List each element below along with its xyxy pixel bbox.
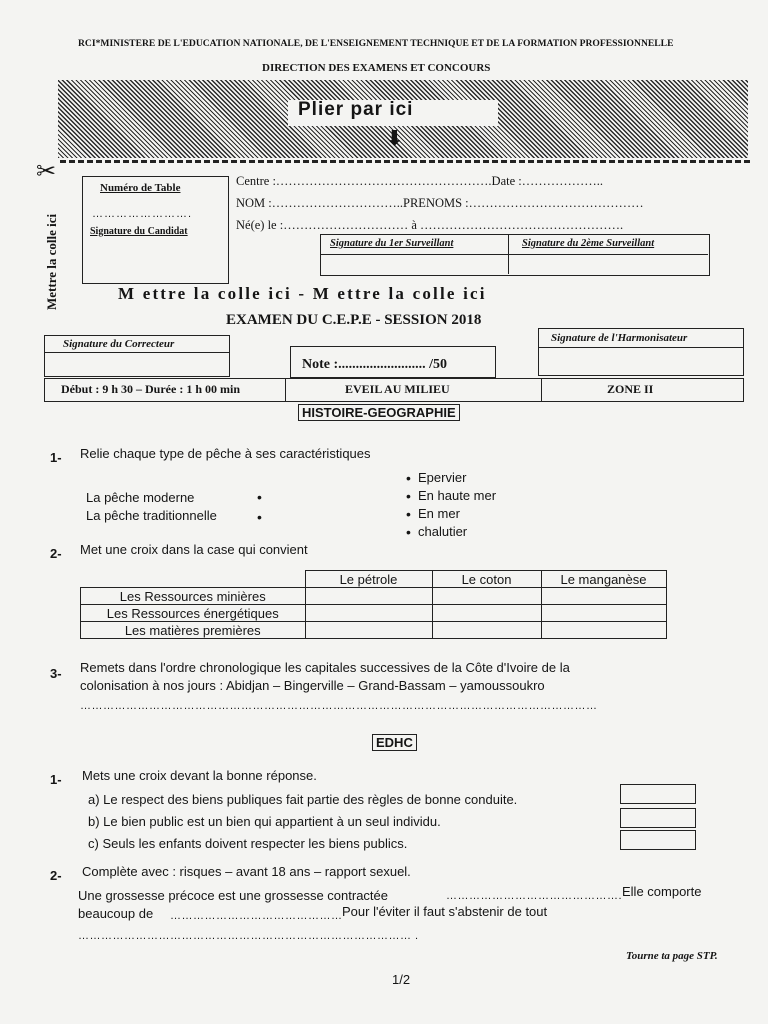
answer-cell[interactable]: [305, 588, 432, 605]
bullet-dot[interactable]: •: [406, 506, 411, 522]
page-number: 1/2: [392, 972, 411, 987]
ministry-header: RCI*MINISTERE DE L'EDUCATION NATIONALE, DE L'ENSEIGNEMENT TECHNIQUE ET DE LA FORMATION PROFESSIONNELLE: [78, 38, 674, 49]
answer-cell[interactable]: [541, 622, 666, 639]
correcteur-box: [44, 335, 230, 377]
birth-line[interactable]: Né(e) le :………………………… à ………………………………………….: [236, 218, 624, 232]
answer-cell[interactable]: [432, 622, 541, 639]
answer-cell[interactable]: [432, 588, 541, 605]
question-text: Met une croix dans la case qui convient: [80, 542, 308, 557]
answer-cell[interactable]: [305, 622, 432, 639]
surveillant1-label: Signature du 1er Surveillant: [330, 238, 454, 249]
fill-text: Elle comporte: [622, 884, 702, 899]
harmonisateur-box: [538, 328, 744, 376]
right-item: Epervier: [418, 470, 467, 485]
note-field: Note :......................... /50: [302, 357, 448, 372]
table-header: Le pétrole: [305, 571, 432, 588]
surveillant2-label: Signature du 2ème Surveillant: [522, 238, 655, 249]
answer-cell[interactable]: [305, 605, 432, 622]
exam-title: EXAMEN DU C.E.P.E - SESSION 2018: [226, 312, 482, 328]
answer-checkbox[interactable]: [620, 808, 696, 828]
centre-date-line[interactable]: Centre :…………………………………………….Date :………………..: [236, 174, 603, 188]
answer-cell[interactable]: [432, 605, 541, 622]
exam-info-bar: [44, 378, 744, 402]
nom-prenoms-line[interactable]: NOM :…………………………..PRENOMS :……………………………………: [236, 196, 644, 210]
bullet-dot[interactable]: •: [406, 470, 411, 486]
answer-cell[interactable]: [541, 605, 666, 622]
direction-header: DIRECTION DES EXAMENS ET CONCOURS: [262, 62, 491, 74]
bullet-dot[interactable]: •: [257, 509, 262, 525]
exam-timing: Début : 9 h 30 – Durée : 1 h 00 min: [61, 382, 240, 396]
row-label: Les Ressources minières: [81, 588, 306, 605]
answer-checkbox[interactable]: [620, 784, 696, 804]
scissors-icon: ✂: [36, 158, 57, 185]
bullet-dot[interactable]: •: [406, 524, 411, 540]
bullet-dot[interactable]: •: [257, 489, 262, 505]
exam-subject: EVEIL AU MILIEU: [345, 382, 450, 396]
arrow-down-icon: ⬇: [386, 128, 403, 150]
left-item: La pêche traditionnelle: [86, 508, 217, 523]
question-number: 1-: [50, 772, 62, 787]
cut-line: [60, 160, 750, 163]
fold-label: Plier par ici: [298, 99, 414, 120]
candidate-signature-label: Signature du Candidat: [90, 226, 188, 237]
answer-option: a) Le respect des biens publiques fait partie des règles de bonne conduite.: [88, 792, 518, 807]
question-text: Mets une croix devant la bonne réponse.: [82, 768, 317, 783]
table-header: Le coton: [432, 571, 541, 588]
question-number: 2-: [50, 868, 62, 883]
table-row: [81, 605, 667, 622]
question-number: 2-: [50, 546, 62, 561]
edhc-heading: EDHC: [372, 734, 417, 751]
correcteur-label: Signature du Correcteur: [63, 338, 175, 350]
fill-blank[interactable]: …………………………………………………………………………… .: [78, 930, 419, 942]
fill-blank[interactable]: ………………………………………: [170, 910, 343, 922]
left-item: La pêche moderne: [86, 490, 195, 505]
harmonisateur-label: Signature de l'Harmonisateur: [551, 332, 688, 344]
exam-zone: ZONE II: [607, 382, 654, 396]
fill-blank[interactable]: ……………………………………….: [446, 890, 623, 902]
answer-option: c) Seuls les enfants doivent respecter les biens publics.: [88, 836, 408, 851]
row-label: Les Ressources énergétiques: [81, 605, 306, 622]
fill-text: Une grossesse précoce est une grossesse contractée: [78, 888, 389, 903]
turn-page-note: Tourne ta page STP.: [626, 950, 718, 962]
question-number: 3-: [50, 666, 62, 681]
table-corner: [81, 571, 306, 588]
resources-table: [80, 570, 667, 639]
vertical-glue-label: Mettre la colle ici: [44, 213, 59, 310]
glue-line: M ettre la colle ici - M ettre la colle ici: [118, 284, 487, 303]
bullet-dot[interactable]: •: [406, 488, 411, 504]
table-number-label: Numéro de Table: [100, 182, 181, 194]
question-text: Relie chaque type de pêche à ses caractéristiques: [80, 446, 371, 461]
question-text: colonisation à nos jours : Abidjan – Bingerville – Grand-Bassam – yamoussoukro: [80, 678, 545, 693]
question-text: Remets dans l'ordre chronologique les capitales successives de la Côte d'Ivoire de la: [80, 660, 570, 675]
fill-text: beaucoup de: [78, 906, 154, 921]
table-row: [81, 588, 667, 605]
table-header: Le manganèse: [541, 571, 666, 588]
question-number: 1-: [50, 450, 62, 465]
answer-option: b) Le bien public est un bien qui appartient à un seul individu.: [88, 814, 441, 829]
question-text: Complète avec : risques – avant 18 ans – rapport sexuel.: [82, 864, 411, 879]
right-item: En haute mer: [418, 488, 497, 503]
answer-checkbox[interactable]: [620, 830, 696, 850]
histoire-geographie-heading: HISTOIRE-GEOGRAPHIE: [298, 404, 460, 421]
answer-cell[interactable]: [541, 588, 666, 605]
surveillant-row-line: [320, 254, 708, 255]
right-item: chalutier: [418, 524, 468, 539]
fill-text: Pour l'éviter il faut s'abstenir de tout: [342, 904, 548, 919]
row-label: Les matières premières: [81, 622, 306, 639]
right-item: En mer: [418, 506, 460, 521]
table-row: [81, 622, 667, 639]
answer-line[interactable]: ………………………………………………………………………………………………………………………: [80, 700, 598, 712]
table-number-field[interactable]: …………………….: [92, 208, 193, 220]
